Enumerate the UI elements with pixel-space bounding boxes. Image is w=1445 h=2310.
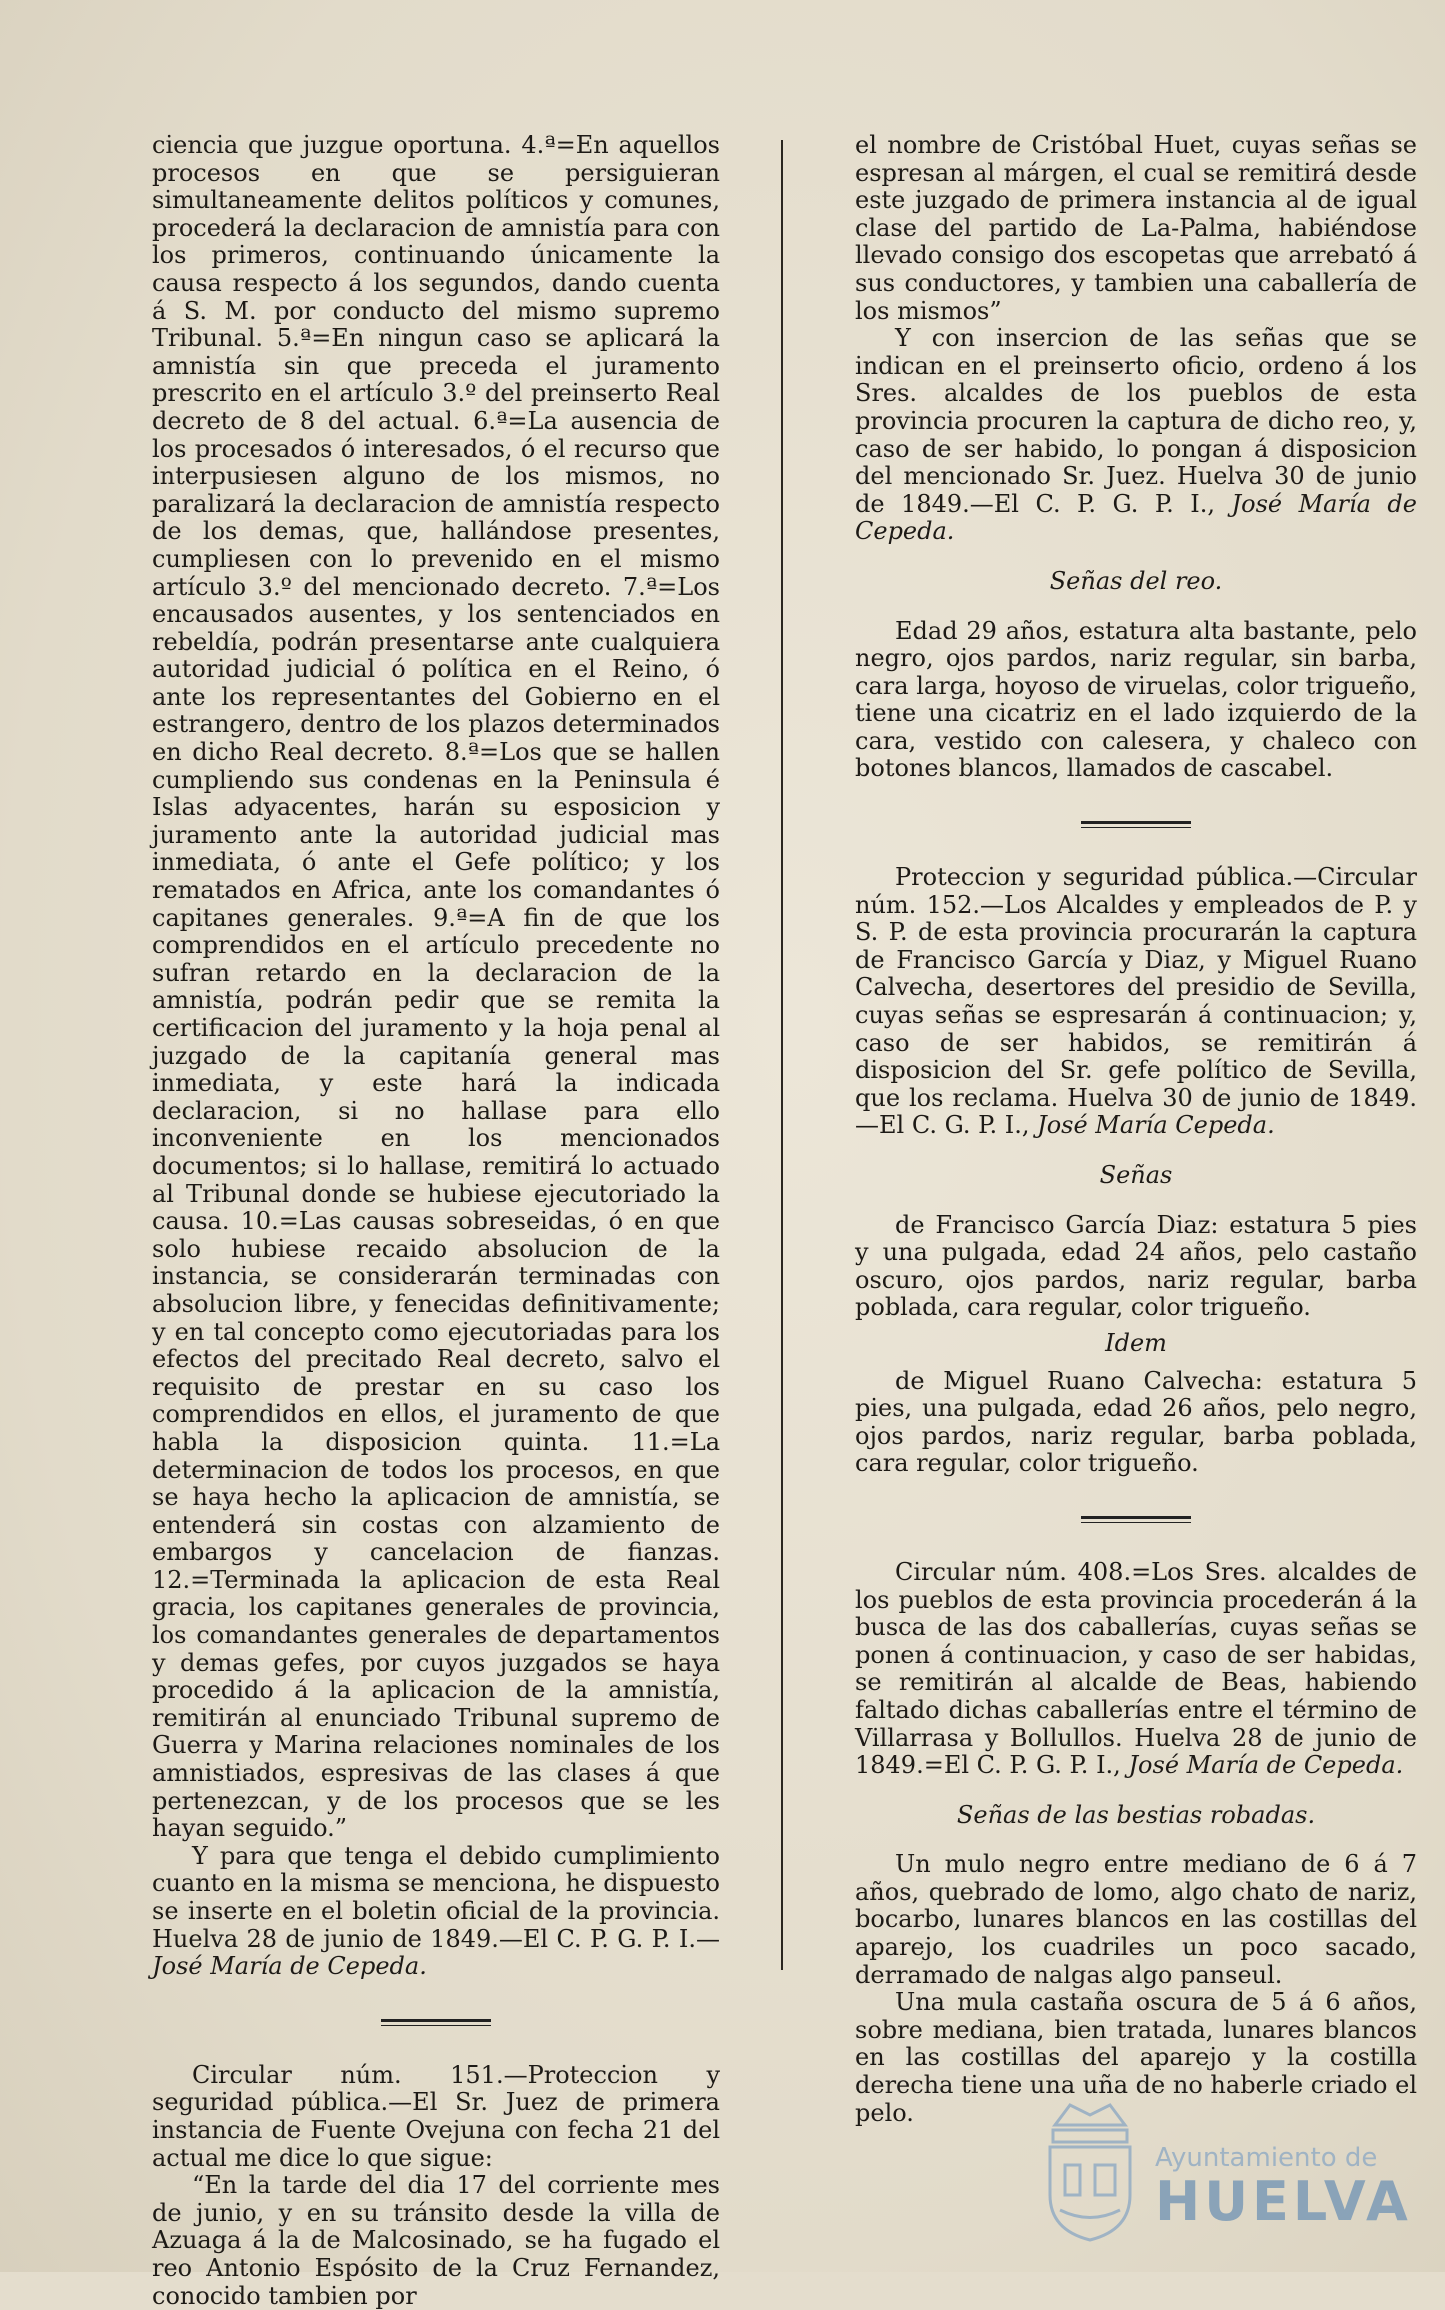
fugitive-report-paragraph: “En la tarde del dia 17 del corriente mes de junio, y en su tránsito desde la villa de Azuaga á la de Malcosinado, se ha fugado el reo Antonio Espósito de la Cruz Fernandez, conocido tambien por	[152, 2171, 720, 2310]
signature: José María de Cepeda.	[1128, 1751, 1404, 1780]
capture-order-paragraph	[855, 325, 1417, 546]
signature: José María de Cepeda.	[152, 1952, 427, 1981]
stolen-mule-description: Un mulo negro entre mediano de 6 á 7 años, quebrado de lomo, algo chato de nariz, bocarbo, lunares blancos en las costillas del aparejo, los cuadriles un poco sacado, derramado de nalgas algo panseul.	[855, 1850, 1417, 1989]
section-heading: Idem	[1105, 1328, 1167, 1357]
section-divider	[1081, 821, 1191, 828]
fugitive-description-paragraph: Edad 29 años, estatura alta bastante, pelo negro, ojos pardos, nariz regular, sin barba, cara larga, hoyoso de viruelas, color trigueño, tiene una cicatriz en el lado izquierdo de la cara, vestido con calesera, y chaleco con botones blancos, llamados de cascabel.	[855, 616, 1417, 783]
circular-408-paragraph	[855, 1559, 1417, 1780]
section-divider	[381, 2019, 491, 2026]
section-heading: Señas de las bestias robadas.	[956, 1800, 1316, 1829]
stolen-mare-description: Una mula castaña oscura de 5 á 6 años, sobre mediana, bien tratada, lunares blancos en las costillas del aparejo y la costilla derecha tiene una uña de no haberle criado el pelo.	[855, 1988, 1417, 2127]
fugitive-continuation-paragraph: el nombre de Cristóbal Huet, cuyas señas se espresan al márgen, el cual se remitirá desde este juzgado de primera instancia al de igual clase del partido de La-Palma, habiéndose llevado consigo dos escopetas que arrebató á sus conductores, y tambien una caballería de los mismos”	[855, 131, 1417, 325]
section-divider	[1081, 1516, 1191, 1523]
circular-408-text: Circular núm. 408.=Los Sres. alcaldes de los pueblos de esta provincia procederán á la busca de las dos caballerías, cuyas señas se ponen á continuacion, y caso de ser habidas, se remitirán al alcalde de Beas, habiendo faltado dichas caballerías entre el término de Villarrasa y Bollullos. Huelva 28 de junio de 1849.=El C. P. G. P. I.,	[855, 1557, 1417, 1780]
deserter-1-description: de Francisco García Diaz: estatura 5 pies y una pulgada, edad 24 años, pelo castaño oscuro, ojos pardos, nariz regular, barba poblada, cara regular, color trigueño.	[855, 1210, 1417, 1322]
watermark-title: HUELVA	[1155, 2170, 1412, 2233]
left-column	[152, 132, 720, 2310]
publication-order-paragraph	[152, 1843, 720, 1981]
deserter-2-description: de Miguel Ruano Calvecha: estatura 5 pies, una pulgada, edad 26 años, pelo negro, ojos pardos, nariz regular, barba poblada, cara regular, color trigueño.	[855, 1366, 1417, 1478]
capture-order-text: Y con insercion de las señas que se indican en el preinserto oficio, ordeno á los Sres. alcaldes de los pueblos de esta provincia procuren la captura de dicho reo, y, caso de ser habido, lo pongan á disposicion del mencionado Sr. Juez. Huelva 30 de junio de 1849.—El C. P. G. P. I.,	[855, 324, 1417, 518]
circular-152-paragraph	[855, 864, 1417, 1140]
watermark	[1035, 2085, 1412, 2245]
section-heading: Señas del reo.	[1049, 566, 1223, 595]
publication-order-text: Y para que tenga el debido cumplimiento cuanto en la misma se menciona, he dispuesto se inserte en el boletin oficial de la provincia. Huelva 28 de junio de 1849.—El C. P. G. P. I.—	[152, 1841, 720, 1953]
circular-151-paragraph: Circular núm. 151.—Proteccion y seguridad pública.—El Sr. Juez de primera instancia de Fuente Ovejuna con fecha 21 del actual me dice lo que sigue:	[152, 2060, 720, 2172]
signature: José María de Cepeda.	[855, 489, 1417, 546]
column-rule	[781, 140, 783, 1970]
watermark-subtitle: Ayuntamiento de	[1155, 2143, 1378, 2173]
crest-icon	[1035, 2085, 1145, 2245]
circular-152-text: Proteccion y seguridad pública.—Circular núm. 152.—Los Alcaldes y empleados de P. y S. P. de esta provincia procurarán la captura de Francisco García y Diaz, y Miguel Ruano Calvecha, desertores del presidio de Sevilla, cuyas señas se espresarán á continuacion; y, caso de ser habidos, se remitirán á disposicion del Sr. gefe político de Sevilla, que los reclama. Huelva 30 de junio de 1849.—El C. G. P. I.,	[855, 863, 1417, 1140]
signature: José María Cepeda.	[1037, 1111, 1275, 1140]
section-heading: Señas	[1099, 1161, 1173, 1189]
right-column	[855, 132, 1417, 2127]
amnesty-articles-paragraph: ciencia que juzgue oportuna. 4.ª=En aquellos procesos en que se persiguieran simultaneamente delitos políticos y comunes, procederá la declaracion de amnistía para con los primeros, continuando únicamente la causa respecto á los segundos, dando cuenta á S. M. por conducto del mismo supremo Tribunal. 5.ª=En ningun caso se aplicará la amnistía sin que preceda el juramento prescrito en el artículo 3.º del preinserto Real decreto de 8 del actual. 6.ª=La ausencia de los procesados ó interesados, ó el recurso que interpusiesen alguno de los mismos, no paralizará la declaracion de amnistía respecto de los demas, que, hallándose presentes, cumpliesen con lo prevenido en el mismo artículo 3.º del mencionado decreto. 7.ª=Los encausados ausentes, y los sentenciados en rebeldía, podrán presentarse ante cualquiera autoridad judicial ó política en el Reino, ó ante los representantes del Gobierno en el estrangero, dentro de los plazos determinados en dicho Real decreto. 8.ª=Los que se hallen cumpliendo sus condenas en la Peninsula é Islas adyacentes, harán su esposicion y juramento ante la autoridad judicial mas inmediata, ó ante el Gefe político; y los rematados en Africa, ante los comandantes ó capitanes generales. 9.ª=A fin de que los comprendidos en el artículo precedente no sufran retardo en la declaracion de la amnistía, podrán pedir que se remita la certificacion del juramento y la hoja penal al juzgado de la capitanía general mas inmediata, y este hará la indicada declaracion, si no hallase para ello inconveniente en los mencionados documentos; si lo hallase, remitirá lo actuado al Tribunal donde se hubiese ejecutoriado la causa. 10.=Las causas sobreseidas, ó en que solo hubiese recaido absolucion de la instancia, se considerarán terminadas con absolucion libre, y fenecidas definitivamente; y en tal concepto como ejecutoriadas para los efectos del precitado Real decreto, salvo el requisito de prestar en su caso los comprendidos en ellos, el juramento de que habla la disposicion quinta. 11.=La determinacion de todos los procesos, en que se haya hecho la aplicacion de amnistía, se entenderá sin costas con alzamiento de embargos y cancelacion de fianzas. 12.=Terminada la aplicacion de esta Real gracia, los capitanes generales de provincia, los comandantes generales de departamentos y demas gefes, por cuyos juzgados se haya procedido á la aplicacion de la amnistía, remitirán al enunciado Tribunal supremo de Guerra y Marina relaciones nominales de los amnistiados, espresivas de las clases á que pertenezcan, y de los procesos que se les hayan seguido.”	[152, 131, 720, 1843]
